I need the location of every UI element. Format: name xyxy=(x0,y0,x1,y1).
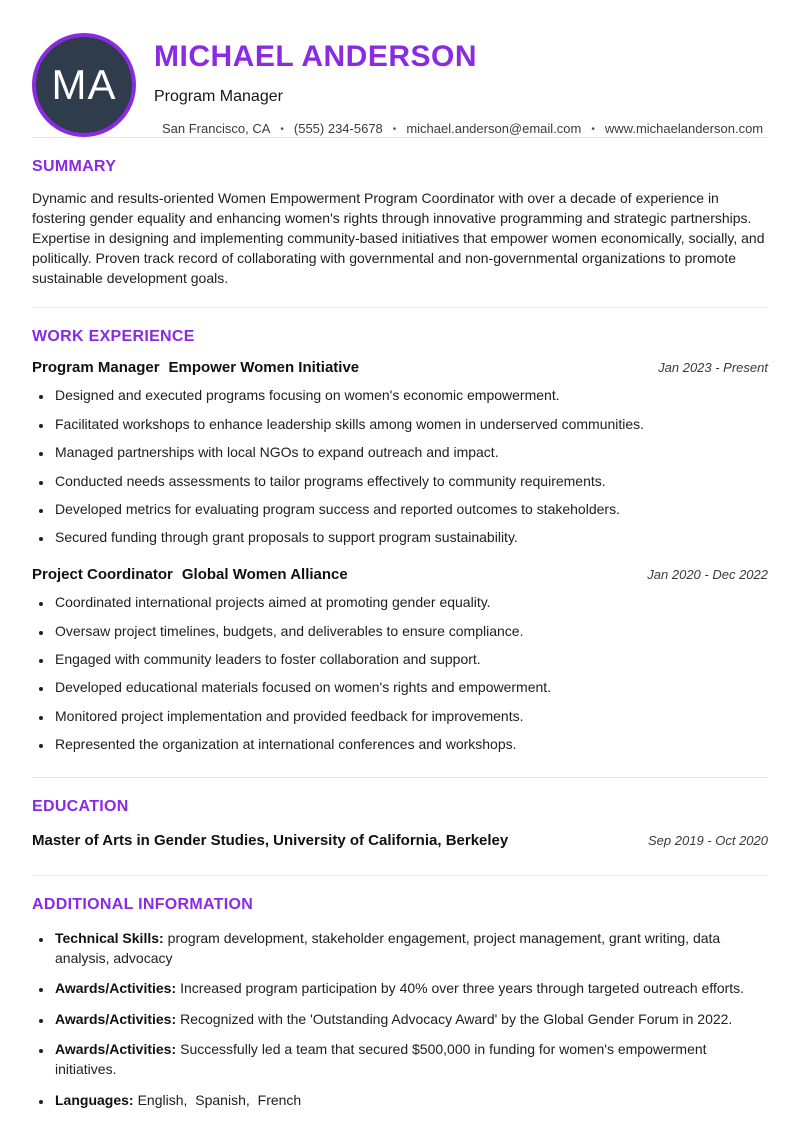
dot-separator-icon: • xyxy=(280,123,284,135)
summary-text: Dynamic and results-oriented Women Empowerment Program Coordinator with over a decade of experience in fostering gender equality and enhancing women's rights through innovative programming and strategic partnerships. Expertise in designing and implementing community-based initiatives that empower women economically, socially, and politically. Proven track record of collaborating with governmental and non-governmental organizations to promote sustainable development goals. xyxy=(32,190,765,286)
list-item: • Facilitated workshops to enhance leadership skills among women in underserved communities. xyxy=(53,415,768,435)
list-item xyxy=(53,1039,768,1080)
job-bullet-list xyxy=(32,386,768,548)
list-item xyxy=(53,1090,768,1110)
education-section xyxy=(32,778,768,875)
list-item: • Monitored project implementation and provided feedback for improvements. xyxy=(53,707,768,727)
contact-email: michael.anderson@email.com xyxy=(406,120,582,136)
list-item: • Developed educational materials focused on women's rights and empowerment. xyxy=(53,678,768,698)
info-text: Recognized with the 'Outstanding Advocacy Award' by the Global Gender Forum in 2022. xyxy=(180,1010,733,1027)
list-item: • Engaged with community leaders to foster collaboration and support. xyxy=(53,650,768,670)
list-item: • Represented the organization at international conferences and workshops. xyxy=(53,735,768,755)
avatar-initials: MA xyxy=(51,61,117,108)
contact-website: www.michaelanderson.com xyxy=(604,120,764,136)
info-text: program development, stakeholder engagement, project management, grant writing, data analysis, advocacy xyxy=(55,929,721,967)
info-label: Awards/Activities: xyxy=(55,1010,177,1027)
job-company: Empower Women Initiative xyxy=(168,359,360,377)
job-title-line xyxy=(32,566,348,583)
education-heading: EDUCATION xyxy=(32,797,129,815)
info-label: Technical Skills: xyxy=(55,929,164,946)
job-entry xyxy=(32,359,768,548)
list-item: • Developed metrics for evaluating program success and reported outcomes to stakeholders. xyxy=(53,500,768,520)
list-item: • Secured funding through grant proposals to support program sustainability. xyxy=(53,528,768,548)
job-entry xyxy=(32,566,768,755)
resume-header xyxy=(32,0,768,137)
job-header-row xyxy=(32,566,768,583)
list-item xyxy=(53,928,768,969)
list-item xyxy=(53,978,768,998)
summary-section xyxy=(32,138,768,307)
name-heading: MICHAEL ANDERSON xyxy=(154,40,478,73)
list-item: • Managed partnerships with local NGOs to expand outreach and impact. xyxy=(53,443,768,463)
dot-separator-icon: • xyxy=(392,123,397,135)
summary-heading: SUMMARY xyxy=(32,158,117,175)
job-bullet-list xyxy=(32,593,768,755)
avatar xyxy=(32,33,136,137)
job-dates: Jan 2020 - Dec 2022 xyxy=(647,567,768,583)
job-position: Project Coordinator xyxy=(32,566,173,584)
list-item: • Designed and executed programs focusing on women's economic empowerment. xyxy=(53,386,768,406)
job-header-row xyxy=(32,359,768,376)
list-item: • Coordinated international projects aimed at promoting gender equality. xyxy=(53,593,768,613)
header-text-block xyxy=(154,33,763,136)
info-text: Increased program participation by 40% over three years through targeted outreach efforts. xyxy=(180,980,745,997)
dot-separator-icon: • xyxy=(591,123,595,135)
info-label: Awards/Activities: xyxy=(55,980,177,997)
additional-information-heading: ADDITIONAL INFORMATION xyxy=(32,895,254,913)
additional-information-section xyxy=(32,876,768,1110)
education-degree: Master of Arts in Gender Studies, University of California, Berkeley xyxy=(32,831,509,849)
job-title-line xyxy=(32,359,359,376)
job-position: Program Manager xyxy=(32,359,160,377)
education-entry xyxy=(32,832,768,849)
additional-info-list xyxy=(32,928,768,1110)
job-company: Global Women Alliance xyxy=(181,566,348,584)
headline-job-title: Program Manager xyxy=(154,87,283,105)
list-item: • Conducted needs assessments to tailor programs effectively to community requirements. xyxy=(53,472,768,492)
education-dates: Sep 2019 - Oct 2020 xyxy=(648,832,768,848)
contact-location: San Francisco, CA xyxy=(162,120,271,136)
info-label: Languages: xyxy=(55,1091,134,1108)
work-experience-heading: WORK EXPERIENCE xyxy=(32,328,195,346)
info-label: Awards/Activities: xyxy=(55,1041,177,1058)
contact-line xyxy=(162,121,763,136)
contact-phone: (555) 234-5678 xyxy=(293,120,383,136)
list-item: • Oversaw project timelines, budgets, and deliverables to ensure compliance. xyxy=(53,622,768,642)
job-dates: Jan 2023 - Present xyxy=(658,360,768,376)
work-experience-section xyxy=(32,308,768,777)
info-text: English, Spanish, French xyxy=(137,1091,302,1108)
list-item xyxy=(53,1009,768,1029)
info-text: Successfully led a team that secured $500,000 in funding for women's empowerment initiatives. xyxy=(55,1041,707,1078)
